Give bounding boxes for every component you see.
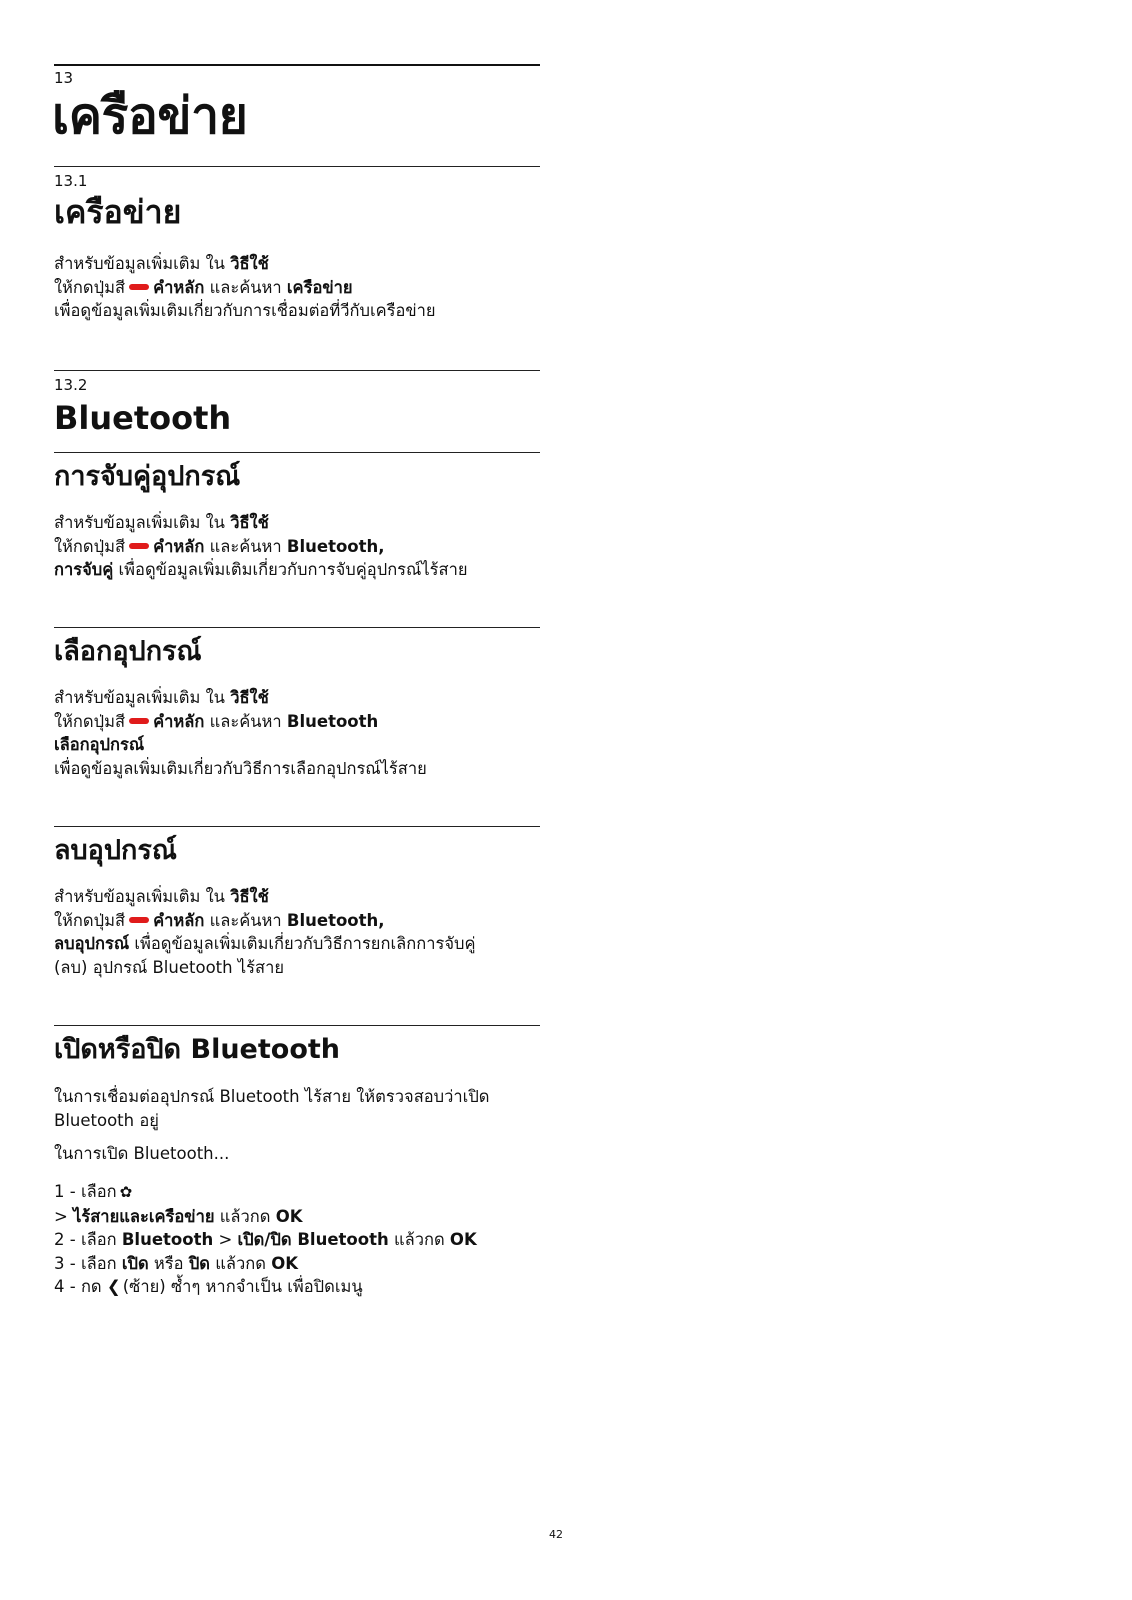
subsection-title: การจับคู่อุปกรณ์	[54, 461, 241, 492]
subsection-title: เลือกอุปกรณ์	[54, 636, 202, 667]
chapter-title: เครือข่าย	[52, 87, 248, 145]
chevron-left-icon: ❮	[106, 1277, 121, 1296]
subsection-rule	[54, 627, 540, 628]
section-title: Bluetooth	[54, 399, 232, 437]
step-2: 2 - เลือก Bluetooth > เปิด/ปิด Bluetooth แล้วกด OK	[54, 1230, 477, 1249]
step-3: 3 - เลือก เปิด หรือ ปิด แล้วกด OK	[54, 1253, 299, 1273]
chapter-number: 13	[54, 69, 74, 87]
steps-list	[54, 1180, 544, 1299]
section-number: 13.1	[54, 172, 88, 190]
subsection-rule	[54, 452, 540, 453]
subsection-title: เปิดหรือปิด Bluetooth	[54, 1034, 340, 1065]
subsection-paragraph: สำหรับข้อมูลเพิ่มเติม ใน วิธีใช้ ให้กดปุ่มสี คำหลัก และค้นหา Bluetooth, การจับคู่ เพื่อดูข้อมูลเพิ่มเติมเกี่ยวกับการจับคู่อุปกรณ์ไร้สาย	[54, 513, 468, 579]
gear-icon: ✿	[119, 1183, 133, 1201]
section-rule	[54, 166, 540, 167]
step-1-cont: > ไร้สายและเครือข่าย แล้วกด OK	[54, 1206, 303, 1226]
subsection-title: ลบอุปกรณ์	[54, 835, 177, 866]
red-key-icon	[129, 718, 149, 724]
red-key-icon	[129, 284, 149, 290]
page-number: 42	[549, 1528, 563, 1541]
subsection-rule	[54, 1025, 540, 1026]
chapter-rule	[54, 64, 540, 66]
red-key-icon	[129, 917, 149, 923]
subsection-paragraph: ในการเปิด Bluetooth...	[54, 1144, 230, 1163]
step-4: 4 - กด ❮ (ซ้าย) ซ้ำๆ หากจำเป็น เพื่อปิดเมนู	[54, 1275, 544, 1299]
section-number: 13.2	[54, 376, 88, 394]
step-1: 1 - เลือก ✿	[54, 1180, 544, 1205]
subsection-rule	[54, 826, 540, 827]
section-paragraph: สำหรับข้อมูลเพิ่มเติม ใน วิธีใช้ ให้กดปุ่มสี คำหลัก และค้นหา เครือข่าย เพื่อดูข้อมูลเพิ่มเติมเกี่ยวกับการเชื่อมต่อที่วีกับเครือข่าย	[54, 254, 436, 320]
subsection-paragraph: สำหรับข้อมูลเพิ่มเติม ใน วิธีใช้ ให้กดปุ่มสี คำหลัก และค้นหา Bluetooth, ลบอุปกรณ์ เพื่อดูข้อมูลเพิ่มเติมเกี่ยวกับวิธีการยกเลิกการจับคู่ (ลบ) อุปกรณ์ Bluetooth ไร้สาย	[54, 887, 476, 977]
section-rule	[54, 370, 540, 371]
subsection-paragraph: ในการเชื่อมต่ออุปกรณ์ Bluetooth ไร้สาย ให้ตรวจสอบว่าเปิด Bluetooth อยู่	[54, 1087, 490, 1130]
subsection-paragraph: สำหรับข้อมูลเพิ่มเติม ใน วิธีใช้ ให้กดปุ่มสี คำหลัก และค้นหา Bluetooth เลือกอุปกรณ์ เพื่อดูข้อมูลเพิ่มเติมเกี่ยวกับวิธีการเลือกอุปกรณ์ไร้สาย	[54, 688, 427, 778]
section-title: เครือข่าย	[54, 193, 182, 231]
red-key-icon	[129, 543, 149, 549]
